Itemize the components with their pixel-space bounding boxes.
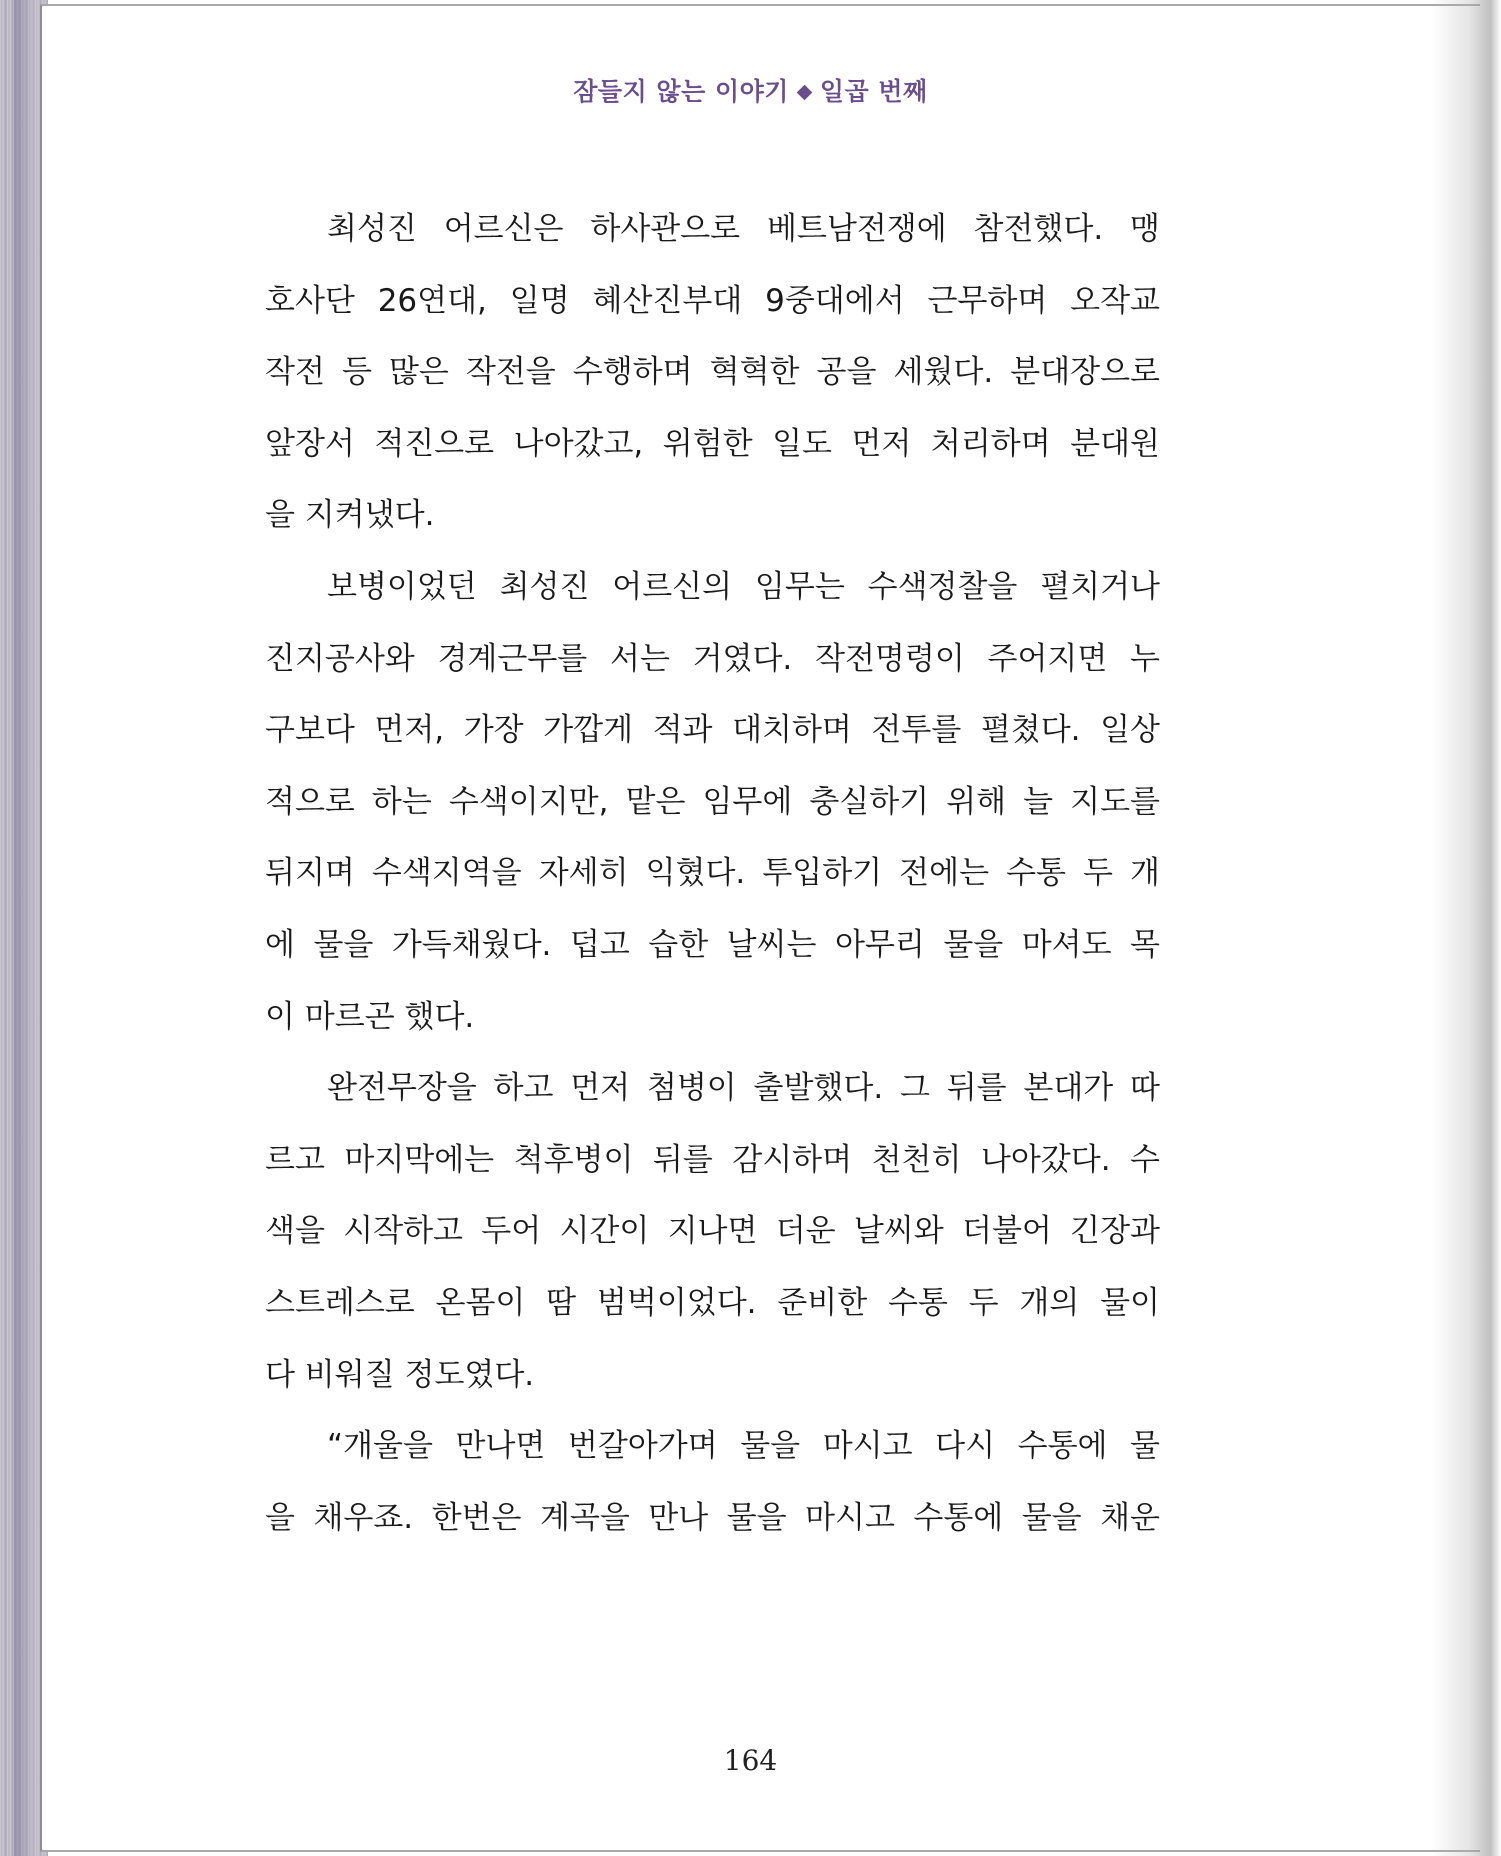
running-head [0, 72, 1501, 108]
text-line: 구보다 먼저, 가장 가깝게 적과 대치하며 전투를 펼쳤다. 일상 [265, 712, 1160, 749]
running-head-chapter: 일곱 번째 [819, 77, 928, 106]
text-line: 스트레스로 온몸이 땀 범벅이었다. 준비한 수통 두 개의 물이 [265, 1284, 1160, 1321]
diamond-icon [797, 84, 813, 100]
text-line: 뒤지며 수색지역을 자세히 익혔다. 투입하기 전에는 수통 두 개 [265, 855, 1160, 892]
body-text [265, 205, 1160, 1565]
text-line: 진지공사와 경계근무를 서는 거였다. 작전명령이 주어지면 누 [265, 640, 1160, 677]
running-head-title: 잠들지 않는 이야기 [573, 77, 789, 106]
text-line: 에 물을 가득채웠다. 덥고 습한 날씨는 아무리 물을 마셔도 목 [265, 926, 1160, 963]
text-line: 최성진 어르신은 하사관으로 베트남전쟁에 참전했다. 맹 [327, 211, 1160, 247]
text-line: 적으로 하는 수색이지만, 맡은 임무에 충실하기 위해 늘 지도를 [265, 783, 1160, 820]
text-line: 이 마르곤 했다. [265, 998, 475, 1035]
text-line: 완전무장을 하고 먼저 첨병이 출발했다. 그 뒤를 본대가 따 [327, 1070, 1160, 1107]
text-line: 앞장서 적진으로 나아갔고, 위험한 일도 먼저 처리하며 분대원 [265, 425, 1160, 462]
page-curl-shadow [1431, 0, 1501, 1856]
page-number: 164 [723, 1744, 778, 1777]
text-line: 을 채우죠. 한번은 계곡을 만나 물을 마시고 수통에 물을 채운 [265, 1499, 1160, 1536]
text-line: 호사단 26연대, 일명 혜산진부대 9중대에서 근무하며 오작교 [265, 282, 1160, 319]
text-line: 보병이었던 최성진 어르신의 임무는 수색정찰을 펼치거나 [327, 568, 1160, 605]
text-line: 작전 등 많은 작전을 수행하며 혁혁한 공을 세웠다. 분대장으로 [265, 354, 1160, 391]
text-line: 르고 마지막에는 척후병이 뒤를 감시하며 천천히 나아갔다. 수 [265, 1141, 1160, 1178]
text-line: “개울을 만나면 번갈아가며 물을 마시고 다시 수통에 물 [327, 1428, 1160, 1465]
text-line: 을 지켜냈다. [265, 497, 435, 534]
text-line: 다 비워질 정도였다. [265, 1356, 535, 1393]
text-line: 색을 시작하고 두어 시간이 지나면 더운 날씨와 더불어 긴장과 [265, 1213, 1160, 1250]
